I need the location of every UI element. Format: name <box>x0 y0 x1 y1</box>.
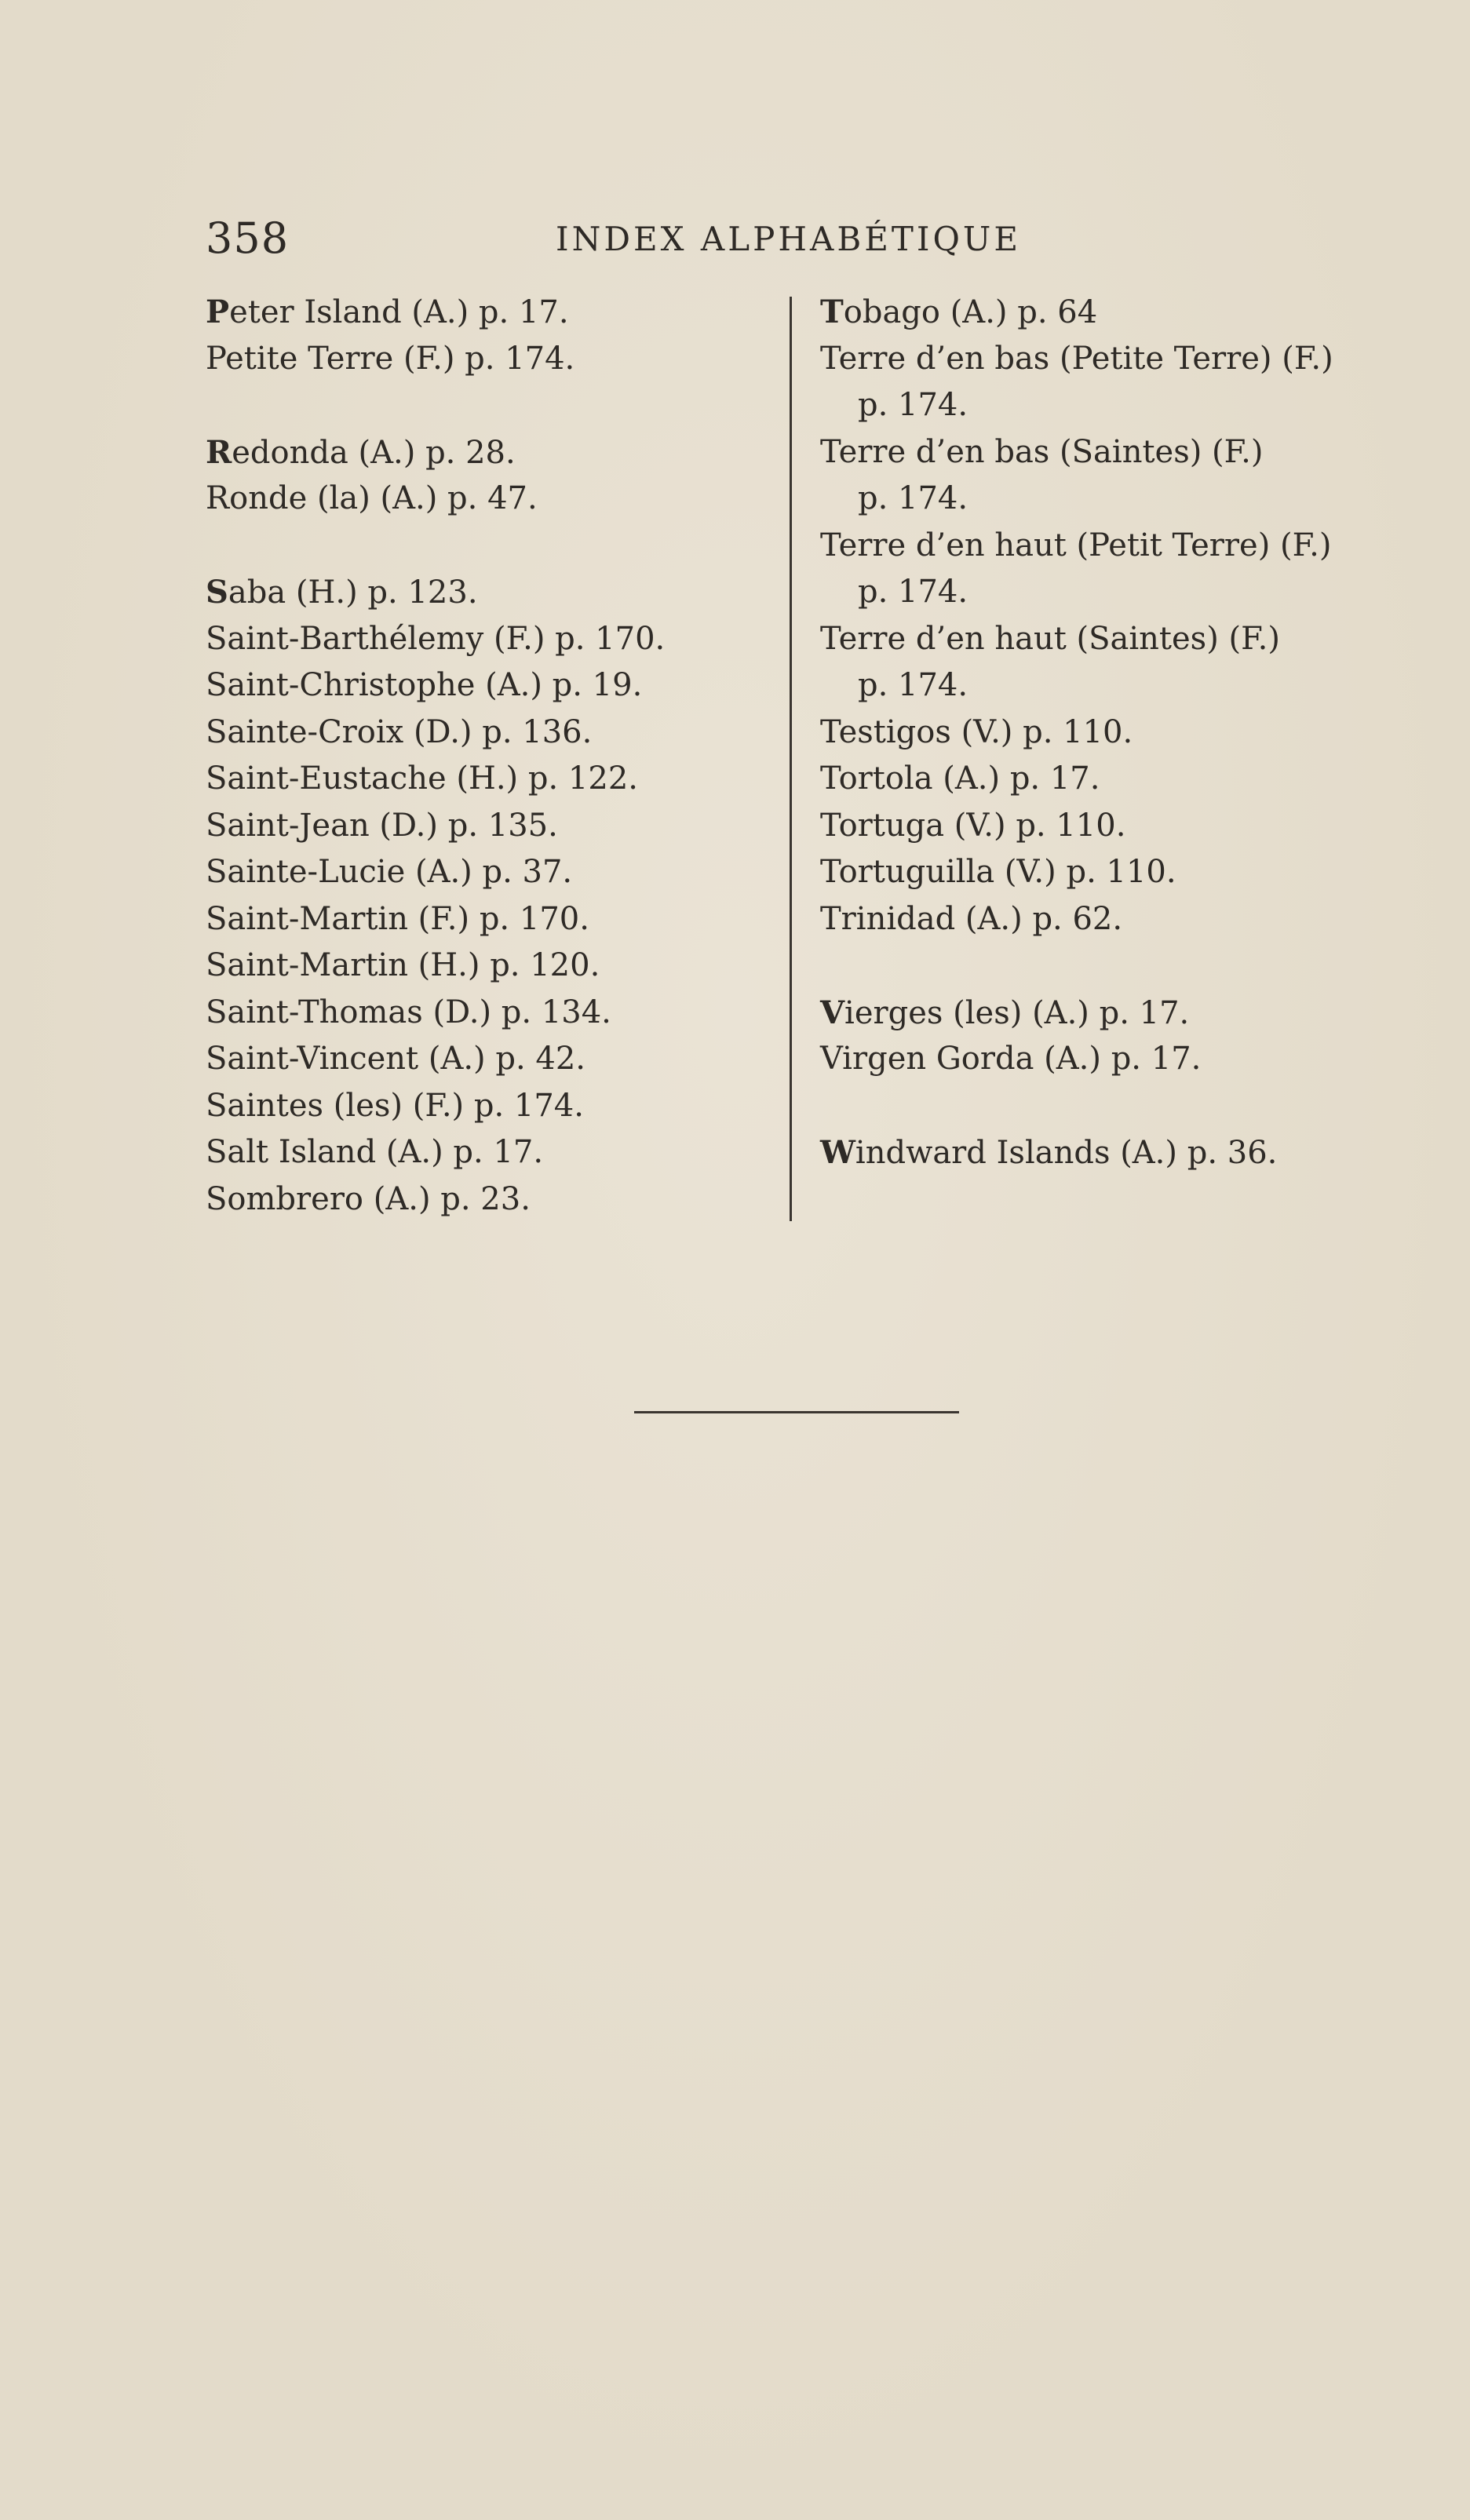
entry-text: p. 174. <box>858 574 968 610</box>
index-entry <box>820 709 1417 757</box>
index-entry <box>820 1036 1417 1083</box>
index-entry <box>206 803 771 850</box>
index-entry <box>820 616 1417 663</box>
index-entry <box>820 849 1417 896</box>
entry-text: ierges (les) (A.) p. 17. <box>844 994 1190 1031</box>
entry-text: Saint-Vincent (A.) p. 42. <box>206 1041 586 1077</box>
index-entry <box>206 756 771 803</box>
page-number: 358 <box>206 213 290 263</box>
entry-text: Terre d’en bas (Saintes) (F.) <box>820 433 1264 470</box>
index-column-left <box>206 289 771 1223</box>
index-entry <box>820 803 1417 850</box>
index-entry <box>820 429 1417 476</box>
index-entry <box>206 1176 771 1224</box>
entry-text: Saint-Jean (D.) p. 135. <box>206 807 558 844</box>
entry-gap <box>820 943 1417 990</box>
entry-text: Trinidad (A.) p. 62. <box>820 900 1123 937</box>
entry-text: Saint-Martin (H.) p. 120. <box>206 947 600 983</box>
section-initial: R <box>206 433 232 471</box>
index-entry <box>206 896 771 943</box>
entry-text: obago (A.) p. 64 <box>843 294 1098 330</box>
index-entry <box>206 1083 771 1130</box>
section-initial: V <box>820 994 845 1031</box>
index-entry <box>206 476 771 523</box>
entry-text: p. 174. <box>858 387 968 423</box>
entry-text: Tortola (A.) p. 17. <box>820 760 1100 797</box>
index-entry-continuation <box>820 662 1417 709</box>
index-entry <box>206 336 771 383</box>
index-entry-continuation <box>820 476 1417 523</box>
index-entry <box>820 336 1417 383</box>
entry-text: p. 174. <box>858 667 968 703</box>
index-entry <box>206 289 771 336</box>
column-divider <box>790 297 792 1221</box>
entry-text: Sombrero (A.) p. 23. <box>206 1180 531 1217</box>
entry-text: edonda (A.) p. 28. <box>232 434 516 471</box>
entry-gap <box>820 1083 1417 1130</box>
entry-text: eter Island (A.) p. 17. <box>229 294 569 330</box>
index-entry <box>206 1129 771 1176</box>
entry-text: Terre d’en haut (Saintes) (F.) <box>820 620 1280 657</box>
entry-text: Saint-Thomas (D.) p. 134. <box>206 994 611 1030</box>
entry-text: p. 174. <box>858 480 968 516</box>
entry-text: indward Islands (A.) p. 36. <box>855 1135 1278 1171</box>
entry-text: Saint-Christophe (A.) p. 19. <box>206 667 643 703</box>
index-entry <box>820 990 1417 1037</box>
index-entry <box>206 569 771 616</box>
entry-gap <box>206 382 771 429</box>
index-entry <box>820 896 1417 943</box>
index-entry <box>820 756 1417 803</box>
entry-text: aba (H.) p. 123. <box>228 574 478 611</box>
entry-text: Salt Island (A.) p. 17. <box>206 1134 544 1170</box>
entry-text: Testigos (V.) p. 110. <box>820 713 1133 750</box>
index-entry <box>206 616 771 663</box>
index-entry-continuation <box>820 569 1417 616</box>
entry-text: Petite Terre (F.) p. 174. <box>206 340 575 377</box>
entry-text: Saint-Eustache (H.) p. 122. <box>206 760 638 797</box>
index-entry <box>820 523 1417 570</box>
entry-text: Virgen Gorda (A.) p. 17. <box>820 1041 1202 1077</box>
index-entry <box>820 1129 1417 1176</box>
index-entry <box>820 289 1417 336</box>
section-initial: S <box>206 574 228 611</box>
entry-text: Saintes (les) (F.) p. 174. <box>206 1087 584 1124</box>
entry-text: Saint-Martin (F.) p. 170. <box>206 900 589 937</box>
entry-text: Saint-Barthélemy (F.) p. 170. <box>206 620 666 657</box>
entry-gap <box>206 523 771 570</box>
entry-text: Terre d’en haut (Petit Terre) (F.) <box>820 527 1332 563</box>
index-entry <box>206 849 771 896</box>
end-rule <box>634 1411 959 1413</box>
section-initial: T <box>820 294 844 330</box>
section-initial: W <box>820 1134 855 1171</box>
index-entry <box>206 990 771 1037</box>
index-entry <box>206 1036 771 1083</box>
index-entry <box>206 662 771 709</box>
index-entry <box>206 943 771 990</box>
entry-text: Sainte-Lucie (A.) p. 37. <box>206 854 573 890</box>
index-entry-continuation <box>820 382 1417 429</box>
index-entry <box>206 429 771 476</box>
entry-text: Sainte-Croix (D.) p. 136. <box>206 713 593 750</box>
index-column-right <box>820 289 1417 1176</box>
section-initial: P <box>206 294 230 330</box>
entry-text: Tortuga (V.) p. 110. <box>820 807 1126 844</box>
index-entry <box>206 709 771 757</box>
entry-text: Terre d’en bas (Petite Terre) (F.) <box>820 340 1333 377</box>
entry-text: Tortuguilla (V.) p. 110. <box>820 854 1176 890</box>
entry-text: Ronde (la) (A.) p. 47. <box>206 480 538 516</box>
running-title: INDEX ALPHABÉTIQUE <box>556 220 1021 258</box>
